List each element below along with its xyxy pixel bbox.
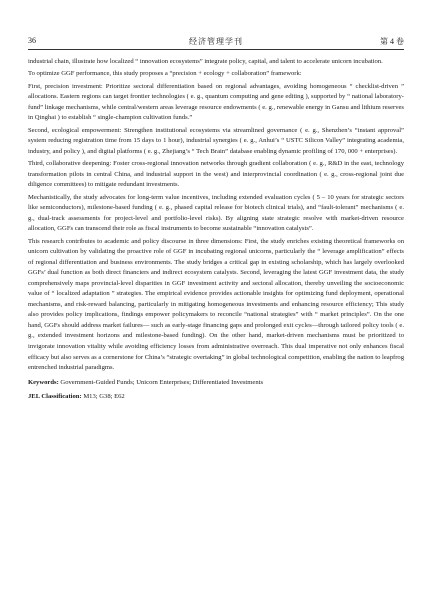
journal-title: 经济管理学刊 (189, 37, 243, 46)
paragraph: industrial chain, illustrate how localized “ innovation ecosystems” integrate policy, capital, and talent to accelerate unicorn incubation. (28, 58, 383, 65)
keywords-label: Keywords: (28, 378, 59, 386)
header-rule (28, 49, 404, 50)
jel-label: JEL Classification: (28, 393, 82, 401)
paragraph: Mechanistically, the study advocates for long-term value incentives, including extended evaluation cycles ( 5 – 10 years for strategic sectors like semiconductors), milestone-based funding ( e. g., phased capital release for biotech clinical trials), and “fault-tolerant” mechanisms ( e. g., dual-track assessments for project-level and portfolio-level risks). By aligning state strategic resolve with market-driven resource allocation, GGFs can transcend their role as fiscal instruments to become sustainable “innovation catalysts”. (28, 193, 404, 233)
paragraph: Second, ecological empowerment: Strengthen institutional ecosystems via streamlined governance ( e. g., Shenzhen’s “instant approval” system reducing registration time from 15 days to 1 hour), industrial synergies ( e. g., Anhui’s “ USTC Silicon Valley” integrating academia, industry, and policy ), and digital platforms ( e. g., Zhejiang’s “ Tech Brain” database enabling dynamic profiling of 170, 000 + enterprises). (28, 126, 404, 155)
volume-label: 第 4 卷 (380, 37, 404, 46)
paragraph: To optimize GGF performance, this study proposes a “precision + ecology + collaboration” framework: (28, 70, 302, 78)
running-header (28, 32, 404, 50)
article-body (28, 57, 404, 403)
page-number: 36 (28, 36, 36, 45)
jel-line (28, 392, 404, 403)
paragraph: First, precision investment: Prioritize sectoral differentiation based on regional advantages, avoiding homogeneous “ checklist-driven ” allocations. Eastern regions can target frontier technologies ( e. g., quantum computing and gene editing ), supported by “ national laboratory-fund” linkage mechanisms, while central/western areas leverage resource endowments ( e. g., renewable energy in Gansu and lithium reserves in Qinghai ) to establish “ single-champion cultivation funds.” (28, 82, 404, 122)
paragraph: Third, collaborative deepening: Foster cross-regional innovation networks through gradient collaboration ( e. g., R&D in the east, technology transformation pilots in central China, and industrial support in the west) and interprovincial coordination ( e. g., cross-regional joint due diligence committees) to mitigate redundant investments. (28, 160, 404, 189)
jel-text: M13; G38; E62 (81, 393, 125, 401)
paragraph: This research contributes to academic and policy discourse in three dimensions: First, the study enriches existing theoretical frameworks on unicorn cultivation by validating the proactive role of GGF in incubating regional unicorns, particularly the “ leverage amplification” effects of regional differentiation and business environments. The study bridges a critical gap in existing scholarship, which has largely overlooked GGFs’ dual function as both direct financiers and indirect ecosystem catalysts. Second, leveraging the latest GGF investment data, the study comprehensively maps provincial-level disparities in GGF investment activity and sectoral allocation, thereby unveiling the socioeconomic value of “ localized adaptation ” strategies. The empirical evidence provides actionable insights for optimizing fund deployment, operational mechanisms, and risk-reward balancing, particularly in mitigating homogeneous investments and enhancing resource efficiency; This study also provides policy implications, findings empower policymakers to reconcile “national strategies” with “ market principles”. On the one hand, GGFs should address market failures— such as early-stage financing gaps and prolonged exit cycles—through tailored policy tools ( e. g., extended investment horizons and milestone-based funding). On the other hand, market-driven mechanisms must be prioritized to invigorate innovation vitality while avoiding efficiency losses from administrative overreach. This dual imperative not only enhances fiscal efficacy but also serves as a cornerstone for China’s “strategic overtaking” in global technological competition, enabling the nation to leapfrog entrenched industrial paradigms. (28, 237, 404, 372)
keywords-line (28, 378, 404, 389)
keywords-text: Government-Guided Funds; Unicorn Enterprises; Differentiated Investments (58, 378, 264, 386)
